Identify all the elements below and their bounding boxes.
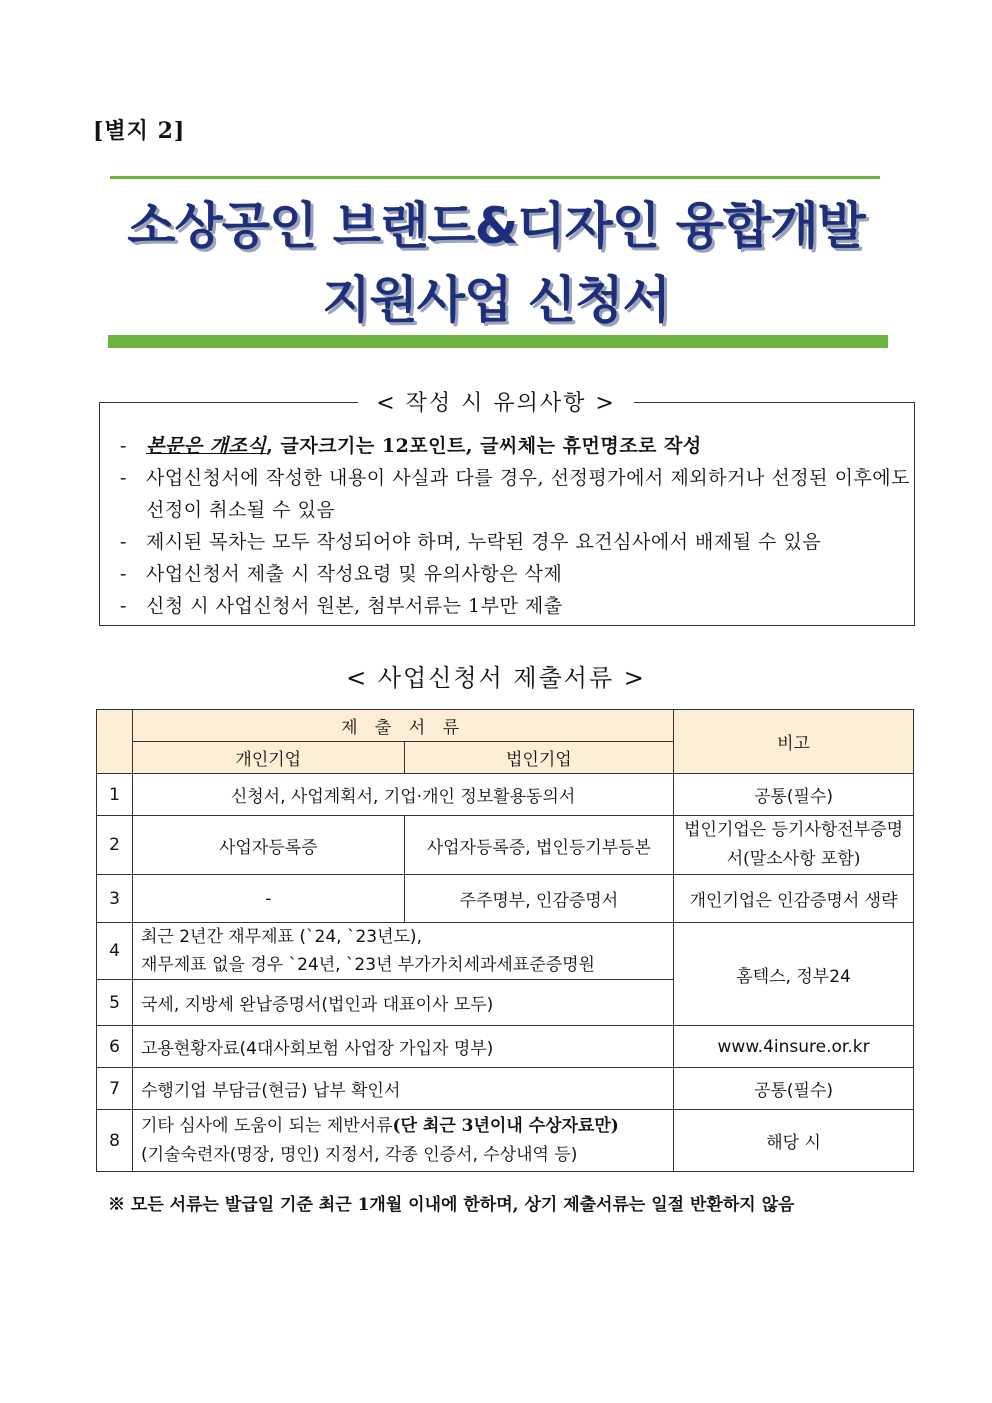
bullet-dash: - [120,531,127,553]
header-individual: 개인기업 [132,742,404,774]
header-no [97,710,133,774]
row-documents [132,1110,673,1172]
row-documents: 국세, 지방세 완납증명서(법인과 대표이사 모두) [132,980,673,1026]
row-individual: 사업자등록증 [132,816,404,875]
notice-emphasis: 본문은 개조식 [146,435,267,457]
row-documents-line1: 최근 2년간 재무제표 (`24, `23년도), [140,927,422,947]
row-number: 3 [97,875,133,923]
row-number: 1 [97,774,133,816]
notice-list [120,430,910,622]
docs-table [96,709,914,1172]
footnote: ※ 모든 서류는 발급일 기준 최근 1개월 이내에 한하며, 상기 제출서류는 일절 반환하지 않음 [108,1195,795,1215]
notice-item [120,590,910,622]
row-number: 7 [97,1068,133,1110]
row-remark: 홈텍스, 정부24 [674,923,914,1026]
table-row [97,1110,914,1172]
notice-item-text: 신청 시 사업신청서 원본, 첨부서류는 1부만 제출 [146,595,563,617]
row-remark: 개인기업은 인감증명서 생략 [674,875,914,923]
table-row [97,1068,914,1110]
row-remark: 해당 시 [674,1110,914,1172]
row-documents-line1 [141,1112,665,1141]
table-row [97,923,914,980]
table-row [97,875,914,923]
row-number: 5 [97,980,133,1026]
row-documents-line2: (기술숙련자(명장, 명인) 지정서, 각종 인증서, 수상내역 등) [140,1144,578,1165]
notice-item [120,558,910,590]
row-documents: 고용현황자료(4대사회보험 사업장 가입자 명부) [132,1026,673,1068]
header-remarks: 비고 [674,710,914,774]
row-documents: 신청서, 사업계획서, 기업·개인 정보활용동의서 [132,774,673,816]
row-number: 2 [97,816,133,875]
table-row [97,816,914,875]
row-documents: 수행기업 부담금(현금) 납부 확인서 [132,1068,673,1110]
notice-item-text: 사업신청서 제출 시 작성요령 및 유의사항은 삭제 [146,563,563,585]
notice-heading-text: < 작성 시 유의사항 > [358,391,634,416]
row-corporate: 주주명부, 인감증명서 [404,875,674,923]
notice-heading [0,386,992,417]
row-documents-line1-bold: (단 최근 3년이내 수상자료만) [392,1115,619,1136]
header-corporate: 법인기업 [404,742,674,774]
notice-item [120,462,910,526]
notice-item-text: 제시된 목차는 모두 작성되어야 하며, 누락된 경우 요건심사에서 배제될 수 있음 [146,531,822,553]
row-remark: 법인기업은 등기사항전부증명서(말소사항 포함) [674,816,914,875]
attachment-label: [별지 2] [93,118,186,144]
docs-heading: < 사업신청서 제출서류 > [346,664,646,692]
bullet-dash: - [120,595,127,617]
notice-item-text [146,430,910,462]
header-documents: 제 출 서 류 [132,710,673,742]
notice-item [120,526,910,558]
notice-rest: , 글자크기는 12포인트, 글씨체는 휴먼명조로 작성 [266,435,702,457]
table-row [97,774,914,816]
row-number: 8 [97,1110,133,1172]
bullet-dash: - [120,467,127,489]
row-number: 4 [97,923,133,980]
row-individual: - [132,875,404,923]
row-remark: 공통(필수) [674,774,914,816]
row-documents [132,923,673,980]
bullet-dash: - [120,435,127,457]
row-number: 6 [97,1026,133,1068]
notice-item [120,430,910,462]
main-title-line2: 지원사업 신청서 [322,271,670,329]
bullet-dash: - [120,563,127,585]
row-remark: www.4insure.or.kr [674,1026,914,1068]
row-documents-line2: 재무제표 없을 경우 `24년, `23년 부가가치세과세표준증명원 [140,955,595,975]
title-top-rule [110,176,880,179]
notice-item-text: 사업신청서에 작성한 내용이 사실과 다를 경우, 선정평가에서 제외하거나 선정된 이후에도 선정이 취소될 수 있음 [146,467,910,521]
table-row [97,1026,914,1068]
row-corporate: 사업자등록증, 법인등기부등본 [404,816,674,875]
row-documents-line1-text: 기타 심사에 도움이 되는 제반서류 [140,1115,393,1136]
main-title-line1: 소상공인 브랜드&디자인 융합개발 [127,197,865,255]
row-remark: 공통(필수) [674,1068,914,1110]
title-bottom-rule [108,335,888,348]
